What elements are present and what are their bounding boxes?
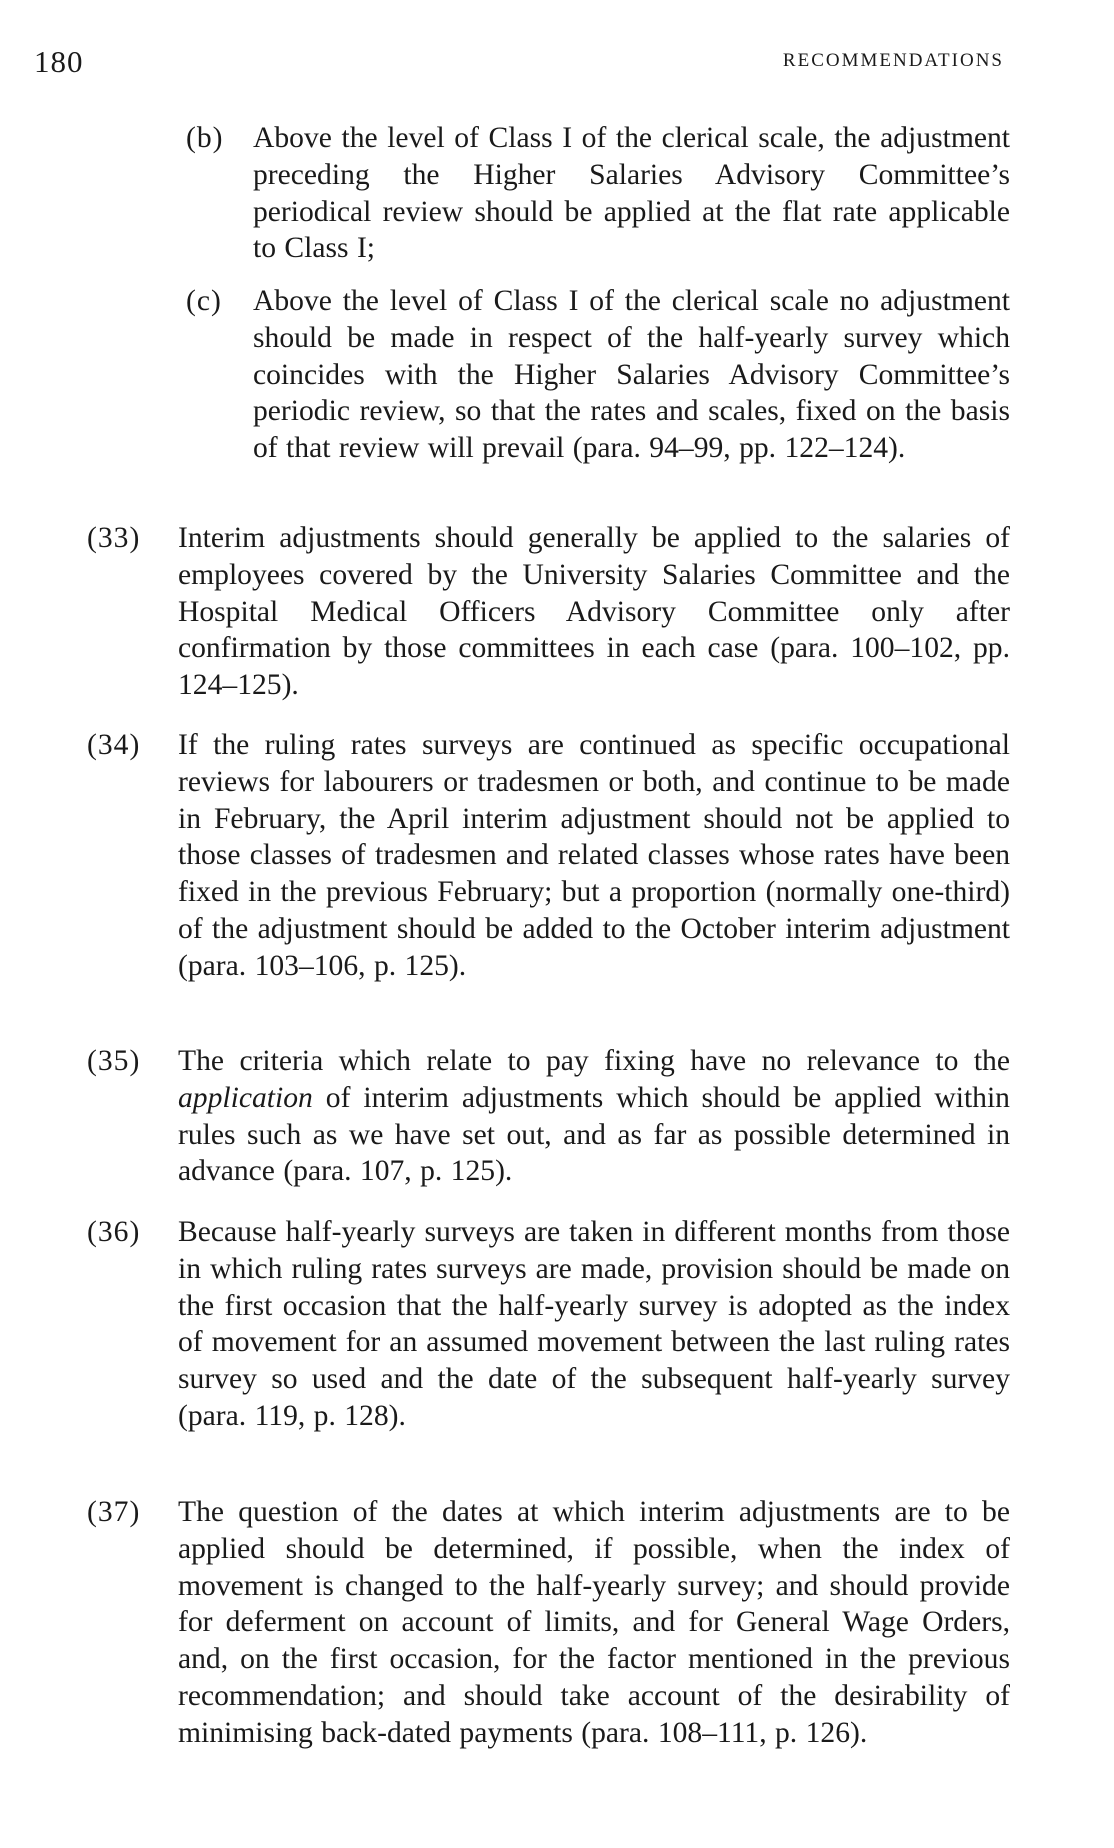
item-text-35: [178, 1043, 1010, 1190]
item-text-35-italic: application: [178, 1081, 313, 1114]
item-label-34: (34): [87, 729, 141, 761]
item-text-33: Interim adjustments should generally be applied to the salaries of employees covered by the University Salaries Committee and the Hospital Medical Officers Advisory Committee only after confirmation by those committees in each case (para. 100–102, pp. 124–125).: [178, 522, 1010, 702]
item-label-b: (b): [186, 122, 224, 154]
item-label-36: (36): [87, 1216, 141, 1248]
item-text-35-before: The criteria which relate to pay fixing have no relevance to the: [178, 1045, 1010, 1077]
item-label-33: (33): [87, 522, 141, 554]
item-text-35-after: of interim adjustments which should be applied within rules such as we have set out, and as far as possible determined in advance (para. 107, p. 125).: [178, 1081, 1010, 1188]
item-text-c: Above the level of Class I of the clerical scale no adjustment should be made in respect of the half-yearly survey which coincides with the Higher Salaries Advisory Committee’s periodic review, so that the rates and scales, fixed on the basis of that review will prevail (para. 94–99, pp. 122–124).: [253, 285, 1010, 465]
item-text-36: Because half-yearly surveys are taken in different months from those in which ruling rates surveys are made, provision should be made on the first occasion that the half-yearly survey is adopted as the index of movement for an assumed movement between the last ruling rates survey so used and the date of the subsequent half-yearly survey (para. 119, p. 128).: [178, 1216, 1010, 1432]
page-number: 180: [34, 44, 84, 79]
item-label-c: (c): [186, 285, 222, 317]
item-label-35: (35): [87, 1045, 141, 1077]
item-text-37: The question of the dates at which interim adjustments are to be applied should be determined, if possible, when the index of movement is changed to the half-yearly survey; and should provide for deferment on account of limits, and for General Wage Orders, and, on the first occasion, for the factor mentioned in the previous recommendation; and should take account of the desirability of minimising back-dated payments (para. 108–111, p. 126).: [178, 1496, 1010, 1749]
item-label-37: (37): [87, 1496, 141, 1528]
item-text-b: Above the level of Class I of the clerical scale, the adjustment preceding the Higher Salaries Advisory Committee’s periodical review should be applied at the flat rate applicable to Class I;: [253, 122, 1010, 265]
running-head: RECOMMENDATIONS: [782, 50, 1004, 71]
item-text-34: If the ruling rates surveys are continued as specific occupational reviews for labourers or tradesmen or both, and continue to be made in February, the April interim adjustment should not be applied to those classes of tradesmen and related classes whose rates have been fixed in the previous February; but a proportion (normally one-third) of the adjustment should be added to the October interim adjustment (para. 103–106, p. 125).: [178, 729, 1010, 982]
